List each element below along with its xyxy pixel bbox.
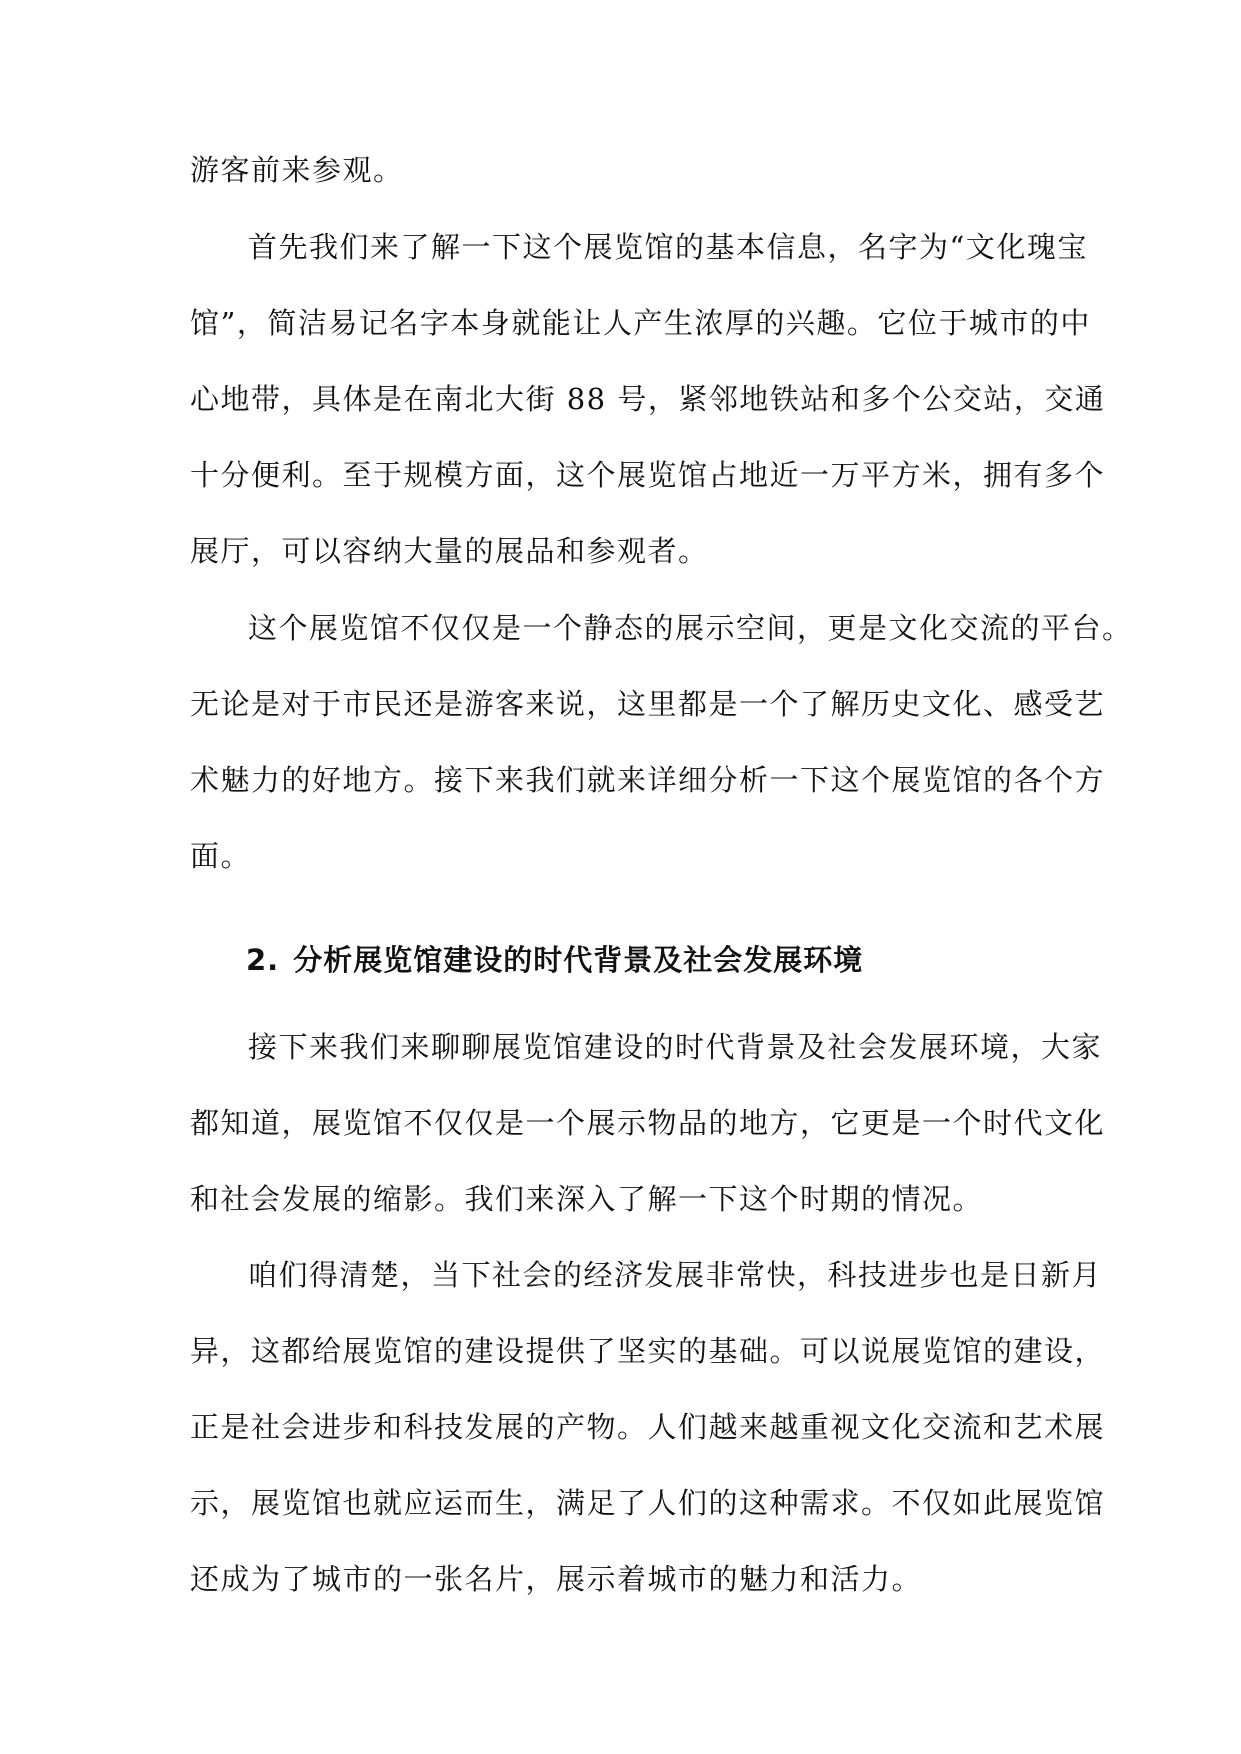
text-line: 都知道，展览馆不仅仅是一个展示物品的地方，它更是一个时代文化 (190, 1106, 1106, 1140)
section-heading (246, 942, 946, 978)
text-line: 展厅，可以容纳大量的展品和参观者。 (190, 534, 709, 568)
text-line: 无论是对于市民还是游客来说，这里都是一个了解历史文化、感受艺 (190, 687, 1106, 721)
text-line: 异，这都给展览馆的建设提供了坚实的基础。可以说展览馆的建设， (190, 1334, 1106, 1368)
text-line: 馆”，简洁易记名字本身就能让人产生浓厚的兴趣。它位于城市的中 (190, 306, 1091, 340)
text-line: 这个展览馆不仅仅是一个静态的展示空间，更是文化交流的平台。 (248, 611, 1133, 645)
text-line: 游客前来参观。 (190, 153, 404, 187)
text-line: 接下来我们来聊聊展览馆建设的时代背景及社会发展环境，大家 (248, 1030, 1103, 1064)
text-line: 面。 (190, 839, 252, 873)
text-line: 和社会发展的缩影。我们来深入了解一下这个时期的情况。 (190, 1182, 984, 1216)
text-line: 正是社会进步和科技发展的产物。人们越来越重视文化交流和艺术展 (190, 1410, 1106, 1444)
text-line: 示，展览馆也就应运而生，满足了人们的这种需求。不仅如此展览馆 (190, 1486, 1106, 1520)
text-line: 咱们得清楚，当下社会的经济发展非常快，科技进步也是日新月 (248, 1258, 1103, 1292)
section-number: 2. (246, 943, 280, 977)
section-title: 分析展览馆建设的时代背景及社会发展环境 (293, 943, 864, 977)
text-line: 十分便利。至于规模方面，这个展览馆占地近一万平方米，拥有多个 (190, 458, 1106, 492)
text-line: 首先我们来了解一下这个展览馆的基本信息，名字为“文化瑰宝 (248, 230, 1088, 264)
text-line: 心地带，具体是在南北大街 88 号，紧邻地铁站和多个公交站，交通 (190, 382, 1106, 416)
text-line: 术魅力的好地方。接下来我们就来详细分析一下这个展览馆的各个方 (190, 763, 1106, 797)
text-line: 还成为了城市的一张名片，展示着城市的魅力和活力。 (190, 1562, 923, 1596)
